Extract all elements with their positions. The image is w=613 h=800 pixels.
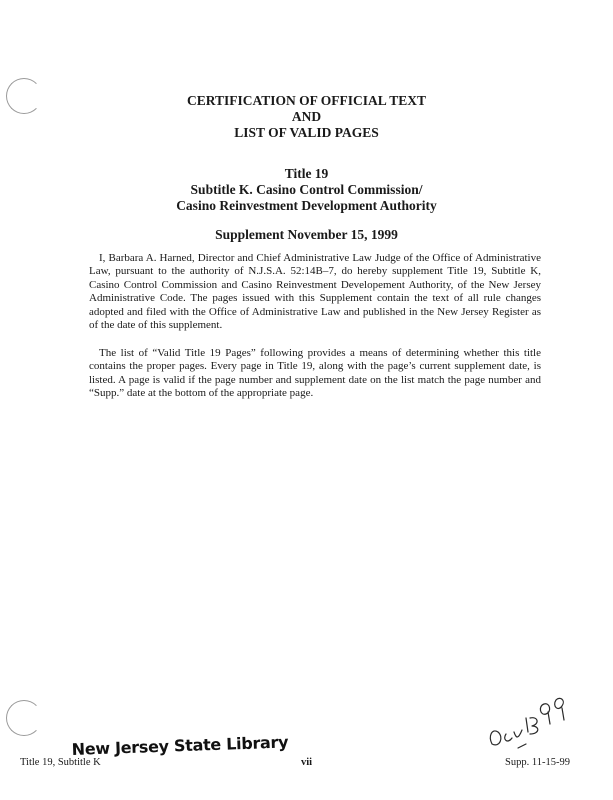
- library-stamp: New Jersey State Library: [71, 732, 289, 759]
- certification-heading: CERTIFICATION OF OFFICIAL TEXT: [187, 93, 426, 108]
- and-heading: AND: [291, 109, 322, 124]
- handwritten-date-mark: [482, 692, 577, 762]
- supplement-date: Supplement November 15, 1999: [215, 227, 398, 242]
- valid-pages-heading: LIST OF VALID PAGES: [234, 125, 379, 140]
- footer-page-number: vii: [300, 757, 313, 768]
- certification-paragraph: I, Barbara A. Harned, Director and Chief Administrative Law Judge of the Office of Administrative Law, pursuant to the authority of N.J.S.A. 52:14B–7, do hereby supplement Title 19, Subtitle K, Casino Control Commission and Casino Reinvestment Developement Authority, of the New Jersey Administrative Code. The pages issued with this Supplement contain the text of all rule changes adopted and filed with the Office of Administrative Law and published in the New Jersey Register as of the date of this supplement.: [89, 252, 541, 332]
- valid-pages-paragraph: The list of “Valid Title 19 Pages” following provides a means of determining whether this title contains the proper pages. Every page in Title 19, along with the page’s current supplement date, is listed. A page is valid if the page number and supplement date on the list match the page number and “Supp.” date at the bottom of the appropriate page.: [89, 347, 541, 400]
- footer-supplement: Supp. 11-15-99: [505, 757, 570, 768]
- punch-hole-bottom: [6, 700, 42, 736]
- subtitle-line-1: Subtitle K. Casino Control Commission/: [190, 182, 423, 197]
- footer-title: Title 19, Subtitle K: [20, 757, 101, 768]
- subtitle-line-2: Casino Reinvestment Development Authority: [176, 198, 437, 213]
- title-number: Title 19: [284, 166, 329, 181]
